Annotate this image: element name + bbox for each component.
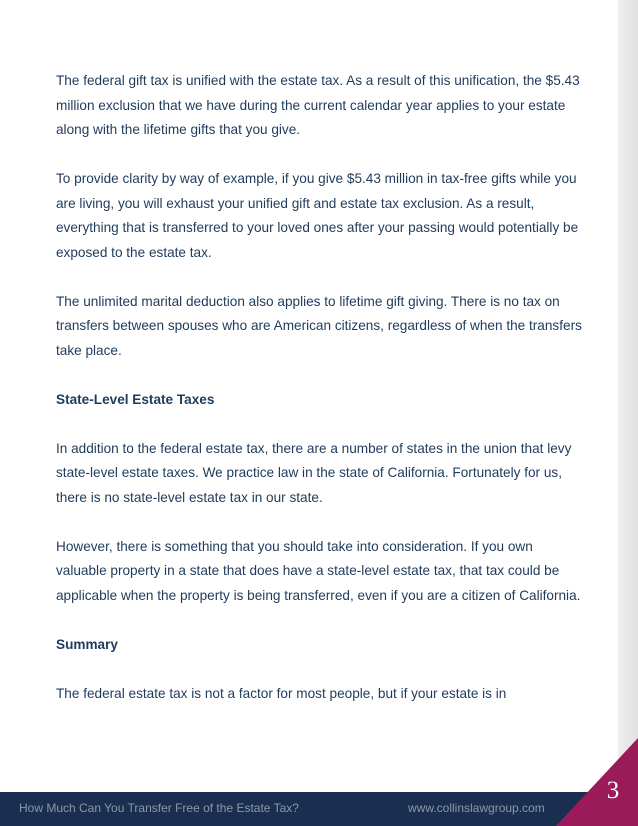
page-edge-strip [618, 0, 638, 826]
section-heading-summary: Summary [56, 636, 118, 652]
footer-website-link[interactable]: www.collinslawgroup.com [408, 801, 545, 815]
footer-bar [0, 792, 638, 826]
page-number: 3 [606, 777, 620, 804]
page-body [56, 69, 586, 731]
body-paragraph: The federal gift tax is unified with the estate tax. As a result of this unification, the $5.43 million exclusion that we have during the current calendar year applies to your estate along with the lifetime gifts that you give. [56, 73, 580, 137]
footer-document-title: How Much Can You Transfer Free of the Estate Tax? [19, 801, 299, 815]
section-heading-state-taxes: State-Level Estate Taxes [56, 391, 215, 407]
body-paragraph: To provide clarity by way of example, if you give $5.43 million in tax-free gifts while you are living, you will exhaust your unified gift and estate tax exclusion. As a result, everything that is transferred to your loved ones after your passing would potentially be exposed to the estate tax. [56, 171, 579, 260]
body-paragraph: The federal estate tax is not a factor for most people, but if your estate is in [56, 685, 507, 701]
body-paragraph: The unlimited marital deduction also applies to lifetime gift giving. There is no tax on transfers between spouses who are American citizens, regardless of when the transfers take place. [56, 293, 582, 358]
body-paragraph: However, there is something that you should take into consideration. If you own valuable property in a state that does have a state-level estate tax, that tax could be applicable when the property is being transferred, even if you are a citizen of California. [56, 538, 581, 603]
body-paragraph: In addition to the federal estate tax, there are a number of states in the union that levy state-level estate taxes. We practice law in the state of California. Fortunately for us, there is no state-level estate tax in our state. [56, 440, 572, 505]
